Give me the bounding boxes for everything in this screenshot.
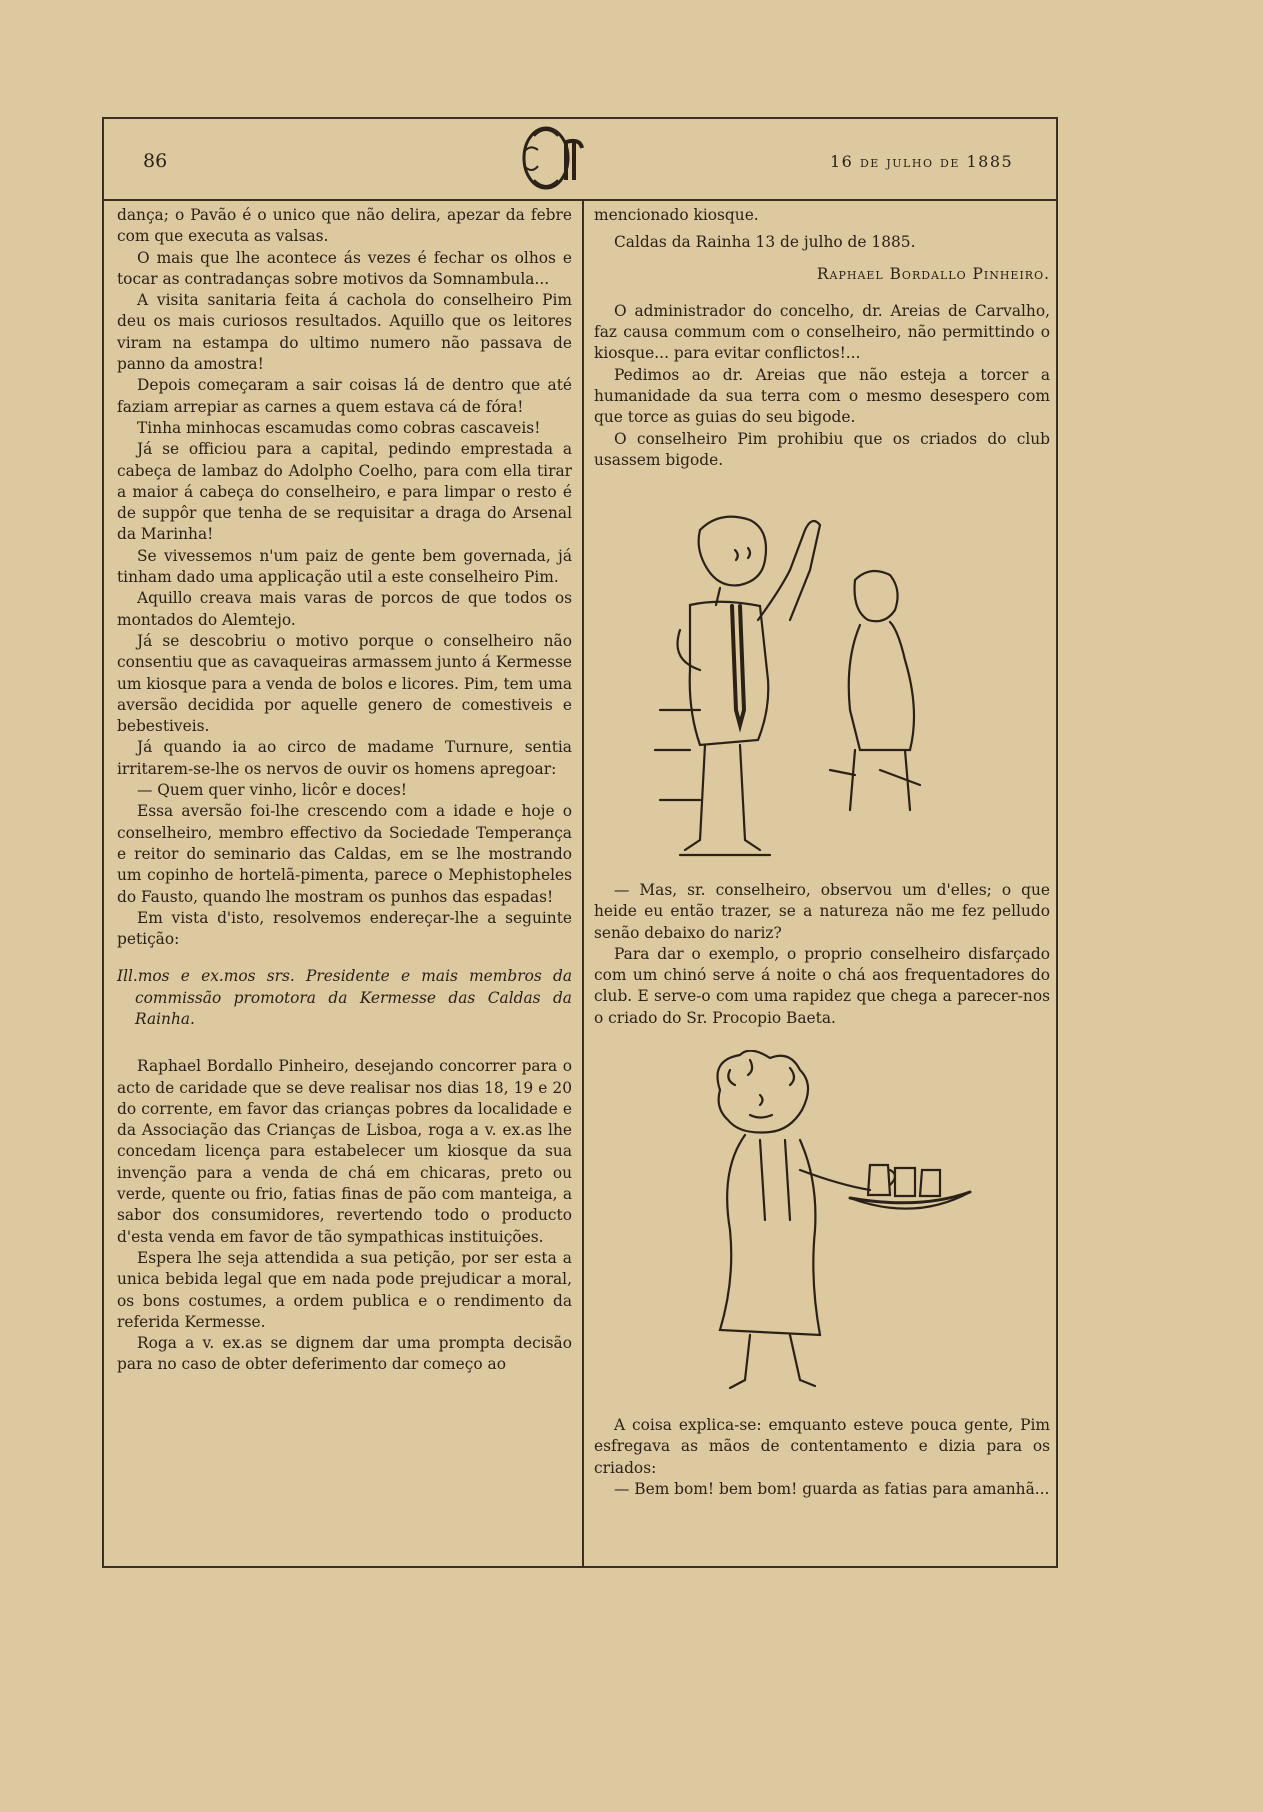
paragraph: — Bem bom! bem bom! guarda as fatias para amanhã... xyxy=(614,1479,1050,1498)
paragraph: mencionado kiosque. xyxy=(594,206,759,224)
paragraph: A coisa explica-se: emquanto esteve pouca gente, Pim esfregava as mãos de contentamento e dizia para os criados: xyxy=(594,1416,1050,1477)
paragraph: O administrador do concelho, dr. Areias de Carvalho, faz causa commum com o conselheiro, não permittindo o kiosque... para evitar conflictos!... xyxy=(594,301,1050,363)
paragraph: Aquillo creava mais varas de porcos de que todos os montados do Alemtejo. xyxy=(117,589,572,629)
column-divider xyxy=(582,201,584,1568)
paragraph: — Quem quer vinho, licôr e doces! xyxy=(137,781,407,800)
paragraph: A visita sanitaria feita á cachola do conselheiro Pim deu os mais curiosos resultados. Aquillo que os leitores viram na estampa do ultimo numero não passava de panno da amostra! xyxy=(117,291,572,374)
paragraph: Em vista d'isto, resolvemos endereçar-lhe a seguinte petição: xyxy=(117,908,572,949)
paragraph: Pedimos ao dr. Areias que não esteja a torcer a humanidade da sua terra com o mesmo desespero com que torce as guias do seu bigode. xyxy=(594,365,1050,427)
paragraph: Já quando ia ao circo de madame Turnure, sentia irritarem-se-lhe os nervos de ouvir os homens apregoar: xyxy=(117,738,572,778)
paragraph: Para dar o exemplo, o proprio conselheiro disfarçado com um chinó serve á noite o chá aos frequentadores do club. E serve-o com uma rapidez que chega a parecer-nos o criado do Sr. Procopio Baeta. xyxy=(594,944,1050,1027)
header-rule xyxy=(102,199,1058,201)
paragraph: — Mas, sr. conselheiro, observou um d'elles; o que heide eu então trazer, se a natureza não me fez pelludo senão debaixo do nariz? xyxy=(594,881,1050,942)
right-column-top xyxy=(594,205,1050,471)
paragraph: Essa aversão foi-lhe crescendo com a idade e hoje o conselheiro, membro effectivo da Sociedade Temperança e reitor do seminario das Caldas, em se lhe mostrando um copinho de hortelã-pimenta, parece o Mephistopheles do Fausto, quando lhe mostram os punhos das espadas! xyxy=(117,802,572,906)
header-date: 16 de julho de 1885 xyxy=(830,152,1014,171)
paragraph: Já se officiou para a capital, pedindo emprestada a cabeça de lambaz do Adolpho Coelho, para com ella tirar a maior á cabeça do conselheiro, e para limpar o resto é de suppôr que tenha de se requisitar a draga do Arsenal da Marinha! xyxy=(117,440,572,544)
paragraph: Espera lhe seja attendida a sua petição, por ser esta a unica bebida legal que em nada pode prejudicar a moral, os bons costumes, a ordem publica e o rendimento da referida Kermesse. xyxy=(117,1248,572,1331)
paragraph: Já se descobriu o motivo porque o conselheiro não consentiu que as cavaqueiras armassem junto á Kermesse um kiosque para a venda de bolos e licores. Pim, tem uma aversão decidida por aquelle genero de comestiveis e bebestiveis. xyxy=(117,631,573,736)
paragraph: Depois começaram a sair coisas lá de dentro que até faziam arrepiar as carnes a quem estava cá de fóra! xyxy=(117,376,572,416)
paragraph: O mais que lhe acontece ás vezes é fechar os olhos e tocar as contradanças sobre motivos da Somnambula... xyxy=(117,248,572,288)
right-column-bottom xyxy=(594,1415,1050,1500)
page-number: 86 xyxy=(143,150,168,172)
paragraph: Raphael Bordallo Pinheiro, desejando concorrer para o acto de caridade que se deve realisar nos dias 18, 19 e 20 do corrente, em favor das crianças pobres da localidade e da Associação das Crianças de Lisboa, roga a v. ex.as lhe concedam licença para estabelecer um kiosque da sua invenção para a venda de chá em chicaras, preto ou verde, quente ou frio, fatias finas de pão com manteiga, a sabor dos consumidores, revertendo todo o producto d'esta venda em favor de tão sympathicas instituições. xyxy=(117,1057,572,1246)
paragraph: O conselheiro Pim prohibiu que os criados do club usassem bigode. xyxy=(594,429,1050,469)
petition-heading: Ill.mos e ex.mos srs. Presidente e mais membros da commissão promotora da Kermesse das Caldas da Rainha. xyxy=(117,967,572,1028)
dateline: Caldas da Rainha 13 de julho de 1885. xyxy=(614,233,916,252)
left-column xyxy=(117,205,572,1376)
paragraph: Se vivessemos n'um paiz de gente bem governada, já tinham dado uma applicação util a este conselheiro Pim. xyxy=(117,546,572,587)
signature: Raphael Bordallo Pinheiro. xyxy=(816,264,1050,283)
paragraph: dança; o Pavão é o unico que não delira, apezar da febre com que executa as valsas. xyxy=(117,206,572,246)
masthead-logo-icon xyxy=(520,122,670,194)
cartoon-barber-shaving-icon xyxy=(640,510,990,880)
paragraph: Tinha minhocas escamudas como cobras cascaveis! xyxy=(137,418,541,437)
cartoon-waiter-tray-icon xyxy=(690,1050,1010,1400)
right-column-middle xyxy=(594,880,1050,1029)
paragraph: Roga a v. ex.as se dignem dar uma prompta decisão para no caso de obter deferimento dar começo ao xyxy=(117,1334,572,1374)
